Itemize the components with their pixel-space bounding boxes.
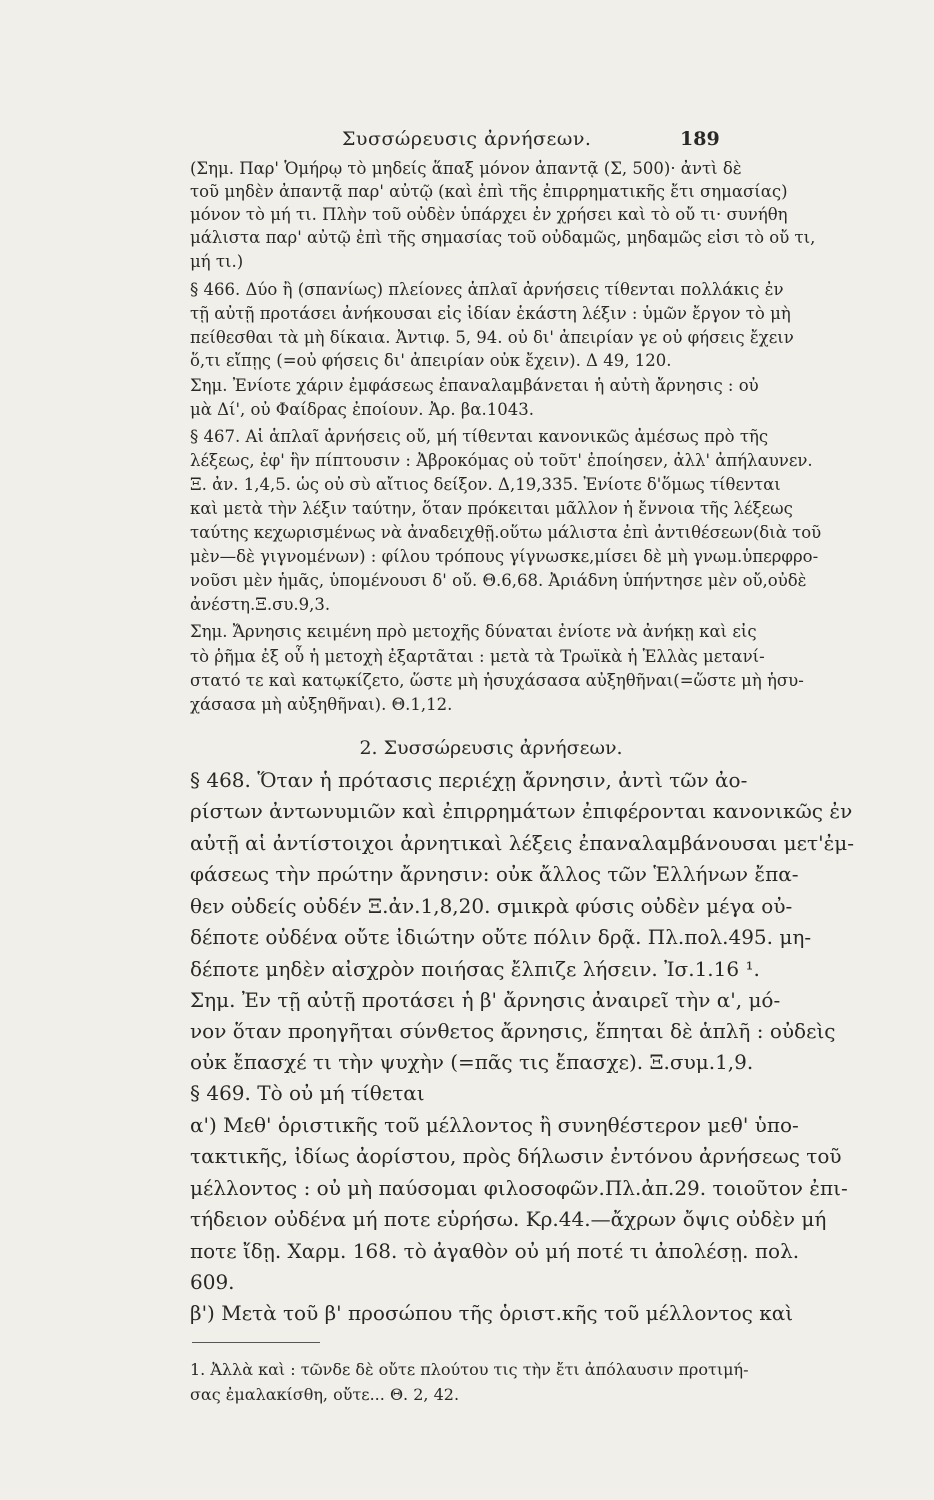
text-line: τήδειον οὐδένα μή ποτε εὑρήσω. Κρ.44.—ἄχρων ὄψις οὐδὲν μή — [190, 1207, 827, 1231]
text-line: τακτικῆς, ἰδίως ἀορίστου, πρὸς δήλωσιν ἐντόνου ἀρνήσεως τοῦ — [190, 1144, 842, 1168]
text-line: δέποτε μηδὲν αἰσχρὸν ποιήσας ἔλπιζε λήσειν. Ἰσ.1.16 ¹. — [190, 957, 760, 981]
text-line: (Σημ. Παρ' Ὁμήρῳ τὸ μηδείς ἅπαξ μόνον ἀπαντᾷ (Σ, 500)· ἀντὶ δὲ — [190, 159, 742, 178]
text-line: § 469. Τὸ οὐ μή τίθεται — [190, 1081, 425, 1105]
text-line: α') Μεθ' ὁριστικῆς τοῦ μέλλοντος ἢ συνηθέστερον μεθ' ὑπο- — [190, 1113, 799, 1137]
footnote-divider — [192, 1342, 320, 1343]
text-line: § 467. Αἱ ἁπλαῖ ἀρνήσεις οὔ, μή τίθενται κανονικῶς ἀμέσως πρὸ τῆς — [190, 427, 769, 446]
text-line: § 468. Ὅταν ἡ πρότασις περιέχῃ ἄρνησιν, ἀντὶ τῶν ἀο- — [190, 768, 748, 792]
text-line: λέξεως, ἐφ' ἣν πίπτουσιν : Ἀβροκόμας οὐ τοῦτ' ἐποίησεν, ἀλλ' ἀπήλαυνεν. — [190, 451, 813, 470]
text-line: ἀνέστη.Ξ.συ.9,3. — [190, 595, 331, 614]
text-line: Ξ. ἀν. 1,4,5. ὡς οὐ σὺ αἴτιος δείξον. Δ,19,335. Ἐνίοτε δ'ὅμως τίθενται — [190, 475, 781, 494]
text-line: νοῦσι μὲν ἡμᾶς, ὑπομένουσι δ' οὔ. Θ.6,68. Ἀριάδνη ὑπήντησε μὲν οὔ,οὐδὲ — [190, 571, 807, 590]
text-line: τῇ αὐτῇ προτάσει ἀνήκουσαι εἰς ἰδίαν ἑκάστη λέξιν : ὑμῶν ἔργον τὸ μὴ — [190, 304, 791, 323]
text-line: θεν οὐδείς οὐδέν Ξ.ἀν.1,8,20. σμικρὰ φύσις οὐδὲν μέγα οὐ- — [190, 894, 793, 918]
text-line: μόνον τὸ μή τι. Πλὴν τοῦ οὐδὲν ὑπάρχει ἐν χρήσει καὶ τὸ οὔ τι· συνήθη — [190, 205, 788, 224]
text-line: μέλλοντος : οὐ μὴ παύσομαι φιλοσοφῶν.Πλ.ἀπ.29. τοιοῦτον ἐπι- — [190, 1176, 848, 1200]
text-line: στατό τε καὶ κατῳκίζετο, ὥστε μὴ ἡσυχάσασα αὐξηθῆναι(=ὥστε μὴ ἡσυ- — [190, 671, 804, 690]
text-line: τὸ ῥῆμα ἐξ οὗ ἡ μετοχὴ ἐξαρτᾶται : μετὰ τὰ Τρωϊκὰ ἡ Ἑλλὰς μετανί- — [190, 647, 765, 666]
running-title: Συσσώρευσις ἀρνήσεων. — [342, 128, 592, 150]
text-line: νον ὅταν προηγῆται σύνθετος ἄρνησις, ἕπηται δὲ ἁπλῆ : οὐδεὶς — [190, 1019, 836, 1043]
text-line: ποτε ἴδῃ. Χαρμ. 168. τὸ ἀγαθὸν οὐ μή ποτέ τι ἀπολέσῃ. πολ. — [190, 1239, 800, 1263]
text-line: μὲν—δὲ γιγνομένων) : φίλου τρόπους γίγνωσκε,μίσει δὲ μὴ γνωμ.ὑπερφρο- — [190, 547, 819, 566]
text-line: § 466. Δύο ἢ (σπανίως) πλείονες ἁπλαῖ ἀρνήσεις τίθενται πολλάκις ἐν — [190, 280, 784, 299]
text-line: Σημ. Ἐν τῇ αὐτῇ προτάσει ἡ β' ἄρνησις ἀναιρεῖ τὴν α', μό- — [190, 988, 781, 1012]
text-line: φάσεως τὴν πρώτην ἄρνησιν: οὐκ ἄλλος τῶν Ἑλλήνων ἔπα- — [190, 862, 799, 886]
footnote-line: 1. Ἀλλὰ καὶ : τῶνδε δὲ οὔτε πλούτου τις τὴν ἔτι ἀπόλαυσιν προτιμή- — [190, 1360, 749, 1379]
section-heading: 2. Συσσώρευσις ἀρνήσεων. — [359, 737, 623, 759]
text-line: τοῦ μηδὲν ἀπαντᾷ παρ' αὐτῷ (καὶ ἐπὶ τῆς ἐπιρρηματικῆς ἔτι σημασίας) — [190, 182, 788, 201]
text-line: μὰ Δί', οὐ Φαίδρας ἐποίουν. Ἀρ. βα.1043. — [190, 400, 534, 419]
text-line: καὶ μετὰ τὴν λέξιν ταύτην, ὅταν πρόκειται μᾶλλον ἡ ἔννοια τῆς λέξεως — [190, 499, 793, 518]
text-line: πείθεσθαι τὰ μὴ δίκαια. Ἀντιφ. 5, 94. οὐ δι' ἀπειρίαν γε οὐ φήσεις ἔχειν — [190, 328, 794, 347]
text-line: Σημ. Ἐνίοτε χάριν ἐμφάσεως ἐπαναλαμβάνεται ἡ αὐτὴ ἄρνησις : οὐ — [190, 376, 759, 395]
text-line: χάσασα μὴ αὐξηθῆναι). Θ.1,12. — [190, 695, 453, 714]
text-line: δέποτε οὐδένα οὔτε ἰδιώτην οὔτε πόλιν δρᾷ. Πλ.πολ.495. μη- — [190, 925, 812, 949]
text-line: 609. — [190, 1270, 235, 1294]
text-line: ταύτης κεχωρισμένως νὰ ἀναδειχθῇ.οὕτω μάλιστα ἐπὶ ἀντιθέσεων(διὰ τοῦ — [190, 523, 822, 542]
text-line: μάλιστα παρ' αὐτῷ ἐπὶ τῆς σημασίας τοῦ οὐδαμῶς, μηδαμῶς εἰσι τὸ οὔ τι, — [190, 228, 816, 247]
text-line: ὅ,τι εἴπῃς (=οὐ φήσεις δι' ἀπειρίαν οὐκ ἔχειν). Δ 49, 120. — [190, 351, 672, 370]
text-line: Σημ. Ἄρνησις κειμένη πρὸ μετοχῆς δύναται ἐνίοτε νὰ ἀνήκῃ καὶ εἰς — [190, 622, 757, 641]
text-line: οὐκ ἔπασχέ τι τὴν ψυχὴν (=πᾶς τις ἔπασχε). Ξ.συμ.1,9. — [190, 1050, 754, 1074]
text-line: αὐτῇ αἱ ἀντίστοιχοι ἀρνητικαὶ λέξεις ἐπαναλαμβάνουσαι μετ'ἐμ- — [190, 831, 855, 855]
page-number: 189 — [680, 128, 720, 150]
text-line: ρίστων ἀντωνυμιῶν καὶ ἐπιρρημάτων ἐπιφέρονται κανονικῶς ἐν — [190, 799, 853, 823]
text-line: β') Μετὰ τοῦ β' προσώπου τῆς ὁριστ.κῆς τοῦ μέλλοντος καὶ — [190, 1301, 794, 1325]
footnote-line: σας ἐμαλακίσθη, οὔτε... Θ. 2, 42. — [190, 1385, 460, 1404]
text-line: μή τι.) — [190, 252, 244, 271]
page-header — [0, 128, 934, 160]
